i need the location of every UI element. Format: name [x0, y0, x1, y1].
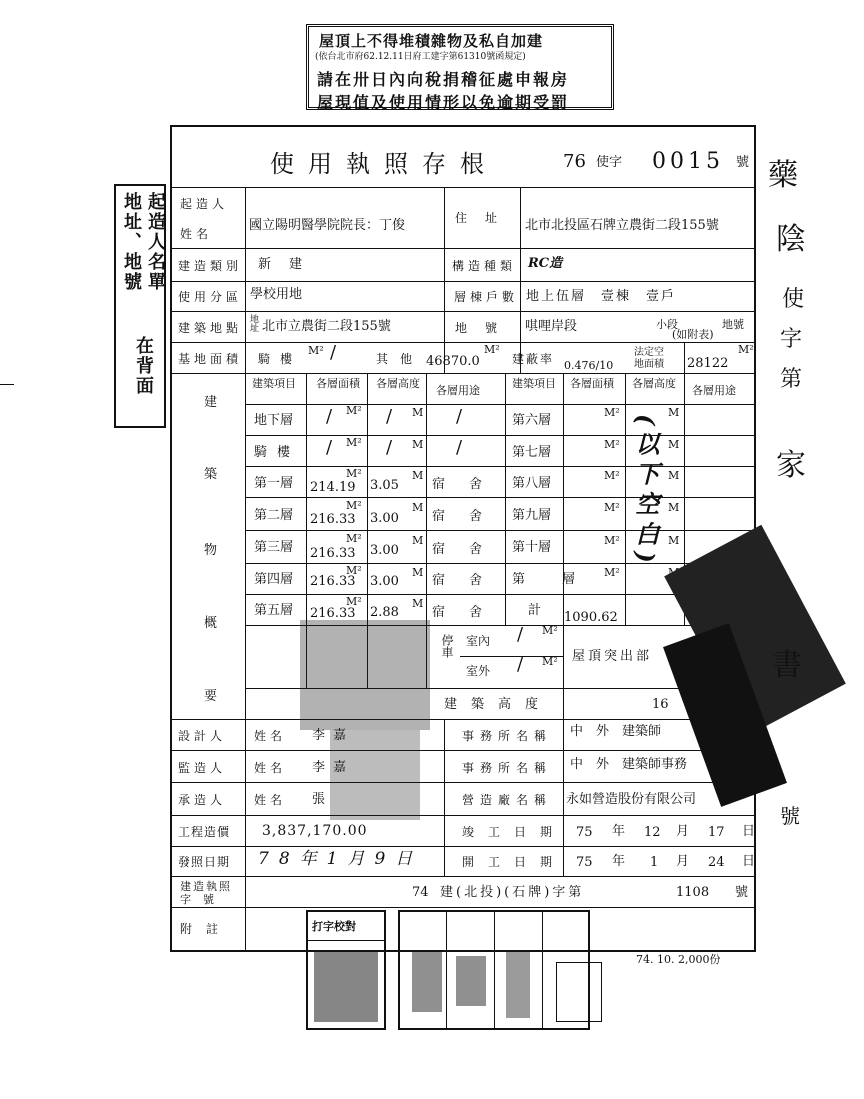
- legal-area-label-1: 法定空: [634, 347, 664, 358]
- right-fragment: 字: [780, 327, 803, 352]
- year-char: 年: [612, 824, 626, 839]
- unit-m2: M²: [346, 404, 362, 417]
- signature-ink: [300, 620, 430, 730]
- header-right-height: 各層高度: [632, 377, 676, 390]
- parking-outdoor-label: 室外: [466, 664, 491, 678]
- floor-item: 地下層: [254, 413, 294, 428]
- notice-line-4: 屋現值及使用情形以免逾期受罰: [317, 93, 570, 112]
- building-side-char: 要: [204, 689, 218, 704]
- header-left-use: 各層用途: [436, 384, 480, 397]
- rule: [170, 281, 756, 282]
- unit-m: M: [668, 406, 680, 419]
- parking-outdoor-value: /: [517, 654, 524, 675]
- applicant-label-bottom: 姓名: [180, 227, 213, 241]
- floor-use: /: [456, 406, 463, 427]
- height-value: 16: [652, 697, 669, 712]
- rule: [170, 907, 756, 908]
- floor-item: 第三層: [254, 540, 294, 555]
- rule: [308, 940, 384, 941]
- margin-tick: [0, 384, 14, 385]
- start-month: 1: [650, 855, 659, 870]
- form-number: 74. 10. 2,000份: [636, 953, 721, 966]
- permit-number: 0015: [652, 149, 724, 174]
- permit-suffix: 號: [736, 155, 750, 170]
- rule: [170, 373, 756, 374]
- top-notice-stamp: [306, 24, 614, 110]
- legal-area-unit: M²: [738, 343, 754, 356]
- proofread-box: [306, 910, 386, 1030]
- right-fragment: 使: [782, 287, 805, 312]
- build-permit-label-1: 建造執照: [180, 880, 232, 893]
- floor-area: 214.19: [310, 480, 356, 495]
- parking-label: 停車: [440, 634, 454, 658]
- right-fragment: 號: [780, 804, 800, 828]
- side-note-box: [114, 184, 166, 428]
- build-type-value: 新建: [258, 257, 321, 272]
- site-area-label: 基地面積: [178, 352, 243, 366]
- unit-m2: M²: [604, 501, 620, 514]
- right-fragment: 藥: [768, 158, 798, 193]
- permit-word: 使字: [596, 155, 623, 170]
- signature-ink: [330, 730, 420, 820]
- building-side-char: 建: [204, 395, 218, 410]
- right-fragment: 書: [772, 648, 802, 683]
- rule: [563, 719, 564, 876]
- rule: [245, 719, 246, 951]
- designer-name-label: 姓名: [254, 729, 287, 743]
- rule: [444, 187, 445, 373]
- building-side-char: 物: [204, 543, 218, 558]
- rule: [520, 187, 521, 373]
- supervisor-label: 監造人: [178, 761, 227, 775]
- unit-m: M: [412, 406, 424, 419]
- header-right-item: 建築項目: [512, 377, 556, 390]
- day-char: 日: [742, 854, 756, 869]
- complete-year: 75: [576, 825, 593, 840]
- floor-use: 宿舍: [432, 509, 507, 524]
- floor-item-right: 第十層: [512, 540, 552, 555]
- lot-label: 地號: [455, 321, 516, 335]
- cost-label: 工程造價: [178, 825, 231, 839]
- side-note-col1: 地址、地號: [121, 192, 142, 292]
- issue-date-value: 78年1月9日: [258, 849, 423, 869]
- header-left-area: 各層面積: [316, 377, 360, 390]
- coverage-label: 建蔽率: [512, 352, 555, 366]
- seal-stamp: [314, 952, 378, 1022]
- designer-label: 設計人: [178, 729, 227, 743]
- rule: [245, 435, 756, 436]
- total-label: 計: [528, 603, 542, 618]
- lot-note: (如附表): [672, 328, 714, 341]
- unit-m2: M²: [346, 564, 362, 577]
- rule: [245, 563, 756, 564]
- lot-suffix: 地號: [722, 318, 744, 331]
- unit-m2: M²: [604, 566, 620, 579]
- site-sub-label: 地址: [248, 314, 258, 332]
- form-title: 使用執照存根: [270, 150, 498, 178]
- rule: [170, 187, 756, 188]
- cost-value: 3,837,170.00: [262, 823, 368, 839]
- header-right-use: 各層用途: [692, 384, 736, 397]
- unit-m: M: [412, 501, 424, 514]
- rule: [245, 187, 246, 373]
- rule: [542, 912, 543, 1028]
- unit-m2: M²: [604, 438, 620, 451]
- designer-name: 李嘉: [312, 728, 355, 743]
- coverage-value: 0.476/10: [564, 359, 614, 372]
- unit-m2: M²: [542, 624, 558, 637]
- rule: [625, 373, 626, 625]
- unit-m: M: [668, 501, 680, 514]
- contractor-label: 承造人: [178, 793, 227, 807]
- floor-height: 3.00: [370, 543, 399, 558]
- start-day: 24: [708, 855, 725, 870]
- header-left-item: 建築項目: [252, 377, 296, 390]
- site-label: 建築地點: [178, 321, 243, 335]
- notice-line-1: 屋頂上不得堆積雜物及私自加建: [319, 32, 544, 50]
- structure-label: 構造種類: [452, 259, 517, 273]
- contractor-name-label: 姓名: [254, 793, 287, 807]
- build-permit-year: 74: [412, 885, 429, 900]
- month-char: 月: [676, 854, 690, 869]
- rule: [170, 342, 756, 343]
- rule: [494, 912, 495, 1028]
- blank-note: (以下空白): [631, 414, 660, 569]
- floor-height: 3.00: [370, 511, 399, 526]
- floor-use: 宿舍: [432, 605, 507, 620]
- floor-item-right: 第七層: [512, 445, 552, 460]
- signature-box: [556, 962, 602, 1022]
- complete-date-label: 竣工日期: [462, 825, 567, 839]
- rule: [245, 404, 756, 405]
- start-year: 75: [576, 855, 593, 870]
- roof-label: 屋頂突出部: [572, 649, 653, 664]
- notice-line-2: (依台北市府62.12.11日府工建字第61310號函規定): [315, 52, 526, 62]
- floor-area: /: [326, 406, 333, 427]
- seal-stamp: [456, 956, 486, 1006]
- rule: [170, 782, 756, 783]
- floor-use: /: [456, 437, 463, 458]
- rule: [170, 815, 756, 816]
- seal-stamp: [506, 952, 530, 1018]
- build-permit-label-2: 字號: [180, 893, 226, 906]
- rule: [170, 719, 756, 720]
- floors-value: 地上伍層 壹棟 壹戶: [526, 289, 677, 304]
- rule: [170, 311, 756, 312]
- floor-item-right: 第 層: [512, 572, 588, 587]
- other-label: 其他: [376, 352, 425, 366]
- rule: [170, 846, 756, 847]
- structure-value: RC造: [528, 256, 563, 271]
- rule: [170, 876, 756, 877]
- month-char: 月: [676, 824, 690, 839]
- floor-item: 第五層: [254, 603, 294, 618]
- build-permit-suffix: 號: [735, 885, 749, 900]
- unit-m2: M²: [346, 467, 362, 480]
- designer-office-label: 事務所名稱: [462, 729, 553, 743]
- parking-indoor-value: /: [517, 624, 524, 645]
- total-area: 1090.62: [564, 610, 618, 625]
- contractor-name: 張: [312, 792, 326, 807]
- applicant-value: 國立陽明醫學院院長：丁俊: [249, 218, 406, 233]
- supervisor-name: 李嘉: [312, 760, 355, 775]
- unit-m: M: [412, 597, 424, 610]
- unit-m: M: [668, 469, 680, 482]
- seal-stamp: [412, 952, 442, 1012]
- floor-use: 宿舍: [432, 542, 507, 557]
- floor-item: 第二層: [254, 508, 294, 523]
- floor-height: /: [386, 437, 393, 458]
- day-char: 日: [742, 824, 756, 839]
- lot-value: 唭哩岸段: [525, 319, 578, 334]
- floor-item: 第四層: [254, 572, 294, 587]
- address-label: 住址: [455, 211, 516, 225]
- unit-m: M: [668, 534, 680, 547]
- right-fragment: 陰: [776, 222, 806, 257]
- build-permit-number: 1108: [676, 885, 710, 900]
- side-note-col2: 起造人名單: [145, 192, 166, 292]
- floor-use: 宿舍: [432, 477, 507, 492]
- contractor-firm-label: 營造廠名稱: [462, 793, 553, 807]
- rule: [446, 912, 447, 1028]
- unit-m2: M²: [542, 655, 558, 668]
- unit-m: M: [412, 566, 424, 579]
- unit-m: M: [412, 469, 424, 482]
- supervisor-office: 中 外 建築師事務: [570, 757, 688, 772]
- year-char: 年: [612, 854, 626, 869]
- arcade-label: 騎樓: [258, 352, 303, 366]
- floor-item: 第一層: [254, 476, 294, 491]
- build-permit-text: 建(北投)(石牌)字第: [440, 885, 585, 900]
- building-side-char: 概: [204, 616, 218, 631]
- rule: [563, 373, 564, 719]
- floor-item-right: 第九層: [512, 508, 552, 523]
- parking-indoor-label: 室內: [466, 634, 491, 648]
- floor-area: 216.33: [310, 512, 356, 527]
- rule: [170, 750, 756, 751]
- build-type-label: 建造類別: [178, 259, 243, 273]
- floor-height: 2.88: [370, 605, 399, 620]
- unit-m2: M²: [604, 406, 620, 419]
- floor-height: /: [386, 406, 393, 427]
- other-unit: M²: [484, 343, 500, 356]
- arcade-value: /: [330, 342, 337, 363]
- complete-month: 12: [644, 825, 661, 840]
- floor-item-right: 第八層: [512, 476, 552, 491]
- unit-m2: M²: [346, 499, 362, 512]
- arcade-unit: M²: [308, 344, 324, 357]
- floor-area: 216.33: [310, 606, 356, 621]
- unit-m2: M²: [604, 469, 620, 482]
- floor-area: 216.33: [310, 574, 356, 589]
- rule: [170, 248, 756, 249]
- legal-area-label-2: 地面積: [634, 359, 664, 370]
- permit-year: 76: [563, 151, 586, 172]
- header-left-height: 各層高度: [376, 377, 420, 390]
- floor-height: 3.00: [370, 574, 399, 589]
- floor-item-right: 第六層: [512, 413, 552, 428]
- applicant-label-top: 起造人: [180, 197, 229, 211]
- right-fragment: 家: [776, 448, 806, 483]
- supervisor-name-label: 姓名: [254, 761, 287, 775]
- rule: [245, 466, 756, 467]
- unit-m2: M²: [604, 534, 620, 547]
- remarks-label: 附註: [180, 922, 233, 936]
- other-value: 46870.0: [426, 354, 480, 369]
- use-zone-label: 使用分區: [178, 290, 243, 304]
- rule: [245, 530, 756, 531]
- unit-m: M: [412, 438, 424, 451]
- height-label: 建築高度: [444, 697, 553, 712]
- floors-label: 層棟戶數: [454, 290, 519, 304]
- issue-date-label: 發照日期: [178, 855, 231, 869]
- rule: [245, 497, 756, 498]
- lot-small: 小段: [656, 318, 678, 331]
- rule: [444, 719, 445, 876]
- supervisor-office-label: 事務所名稱: [462, 761, 553, 775]
- floor-area: 216.33: [310, 546, 356, 561]
- floor-area: /: [326, 437, 333, 458]
- proofread-label: 打字校對: [312, 920, 356, 933]
- site-value: 北市立農街二段155號: [262, 319, 391, 334]
- legal-area-value: 28122: [687, 356, 729, 371]
- rule: [245, 373, 246, 719]
- unit-m2: M²: [346, 532, 362, 545]
- contractor-firm: 永如營造股份有限公司: [566, 792, 697, 807]
- floor-use: 宿舍: [432, 573, 507, 588]
- floor-height: 3.05: [370, 478, 399, 493]
- floor-item: 騎樓: [254, 445, 301, 460]
- unit-m2: M²: [346, 595, 362, 608]
- unit-m: M: [668, 438, 680, 451]
- complete-day: 17: [708, 825, 725, 840]
- right-fragment: 第: [780, 367, 803, 392]
- designer-office: 中 外 建築師: [570, 724, 662, 739]
- header-right-area: 各層面積: [570, 377, 614, 390]
- use-zone-value: 學校用地: [250, 287, 303, 302]
- address-value: 北市北投區石牌立農街二段155號: [525, 218, 719, 233]
- notice-line-3: 請在卅日內向稅捐稽征處申報房: [317, 70, 570, 89]
- unit-m2: M²: [346, 436, 362, 449]
- building-side-char: 築: [204, 467, 218, 482]
- unit-m: M: [412, 534, 424, 547]
- start-date-label: 開工日期: [462, 855, 567, 869]
- side-note-col3: 在背面: [133, 336, 154, 396]
